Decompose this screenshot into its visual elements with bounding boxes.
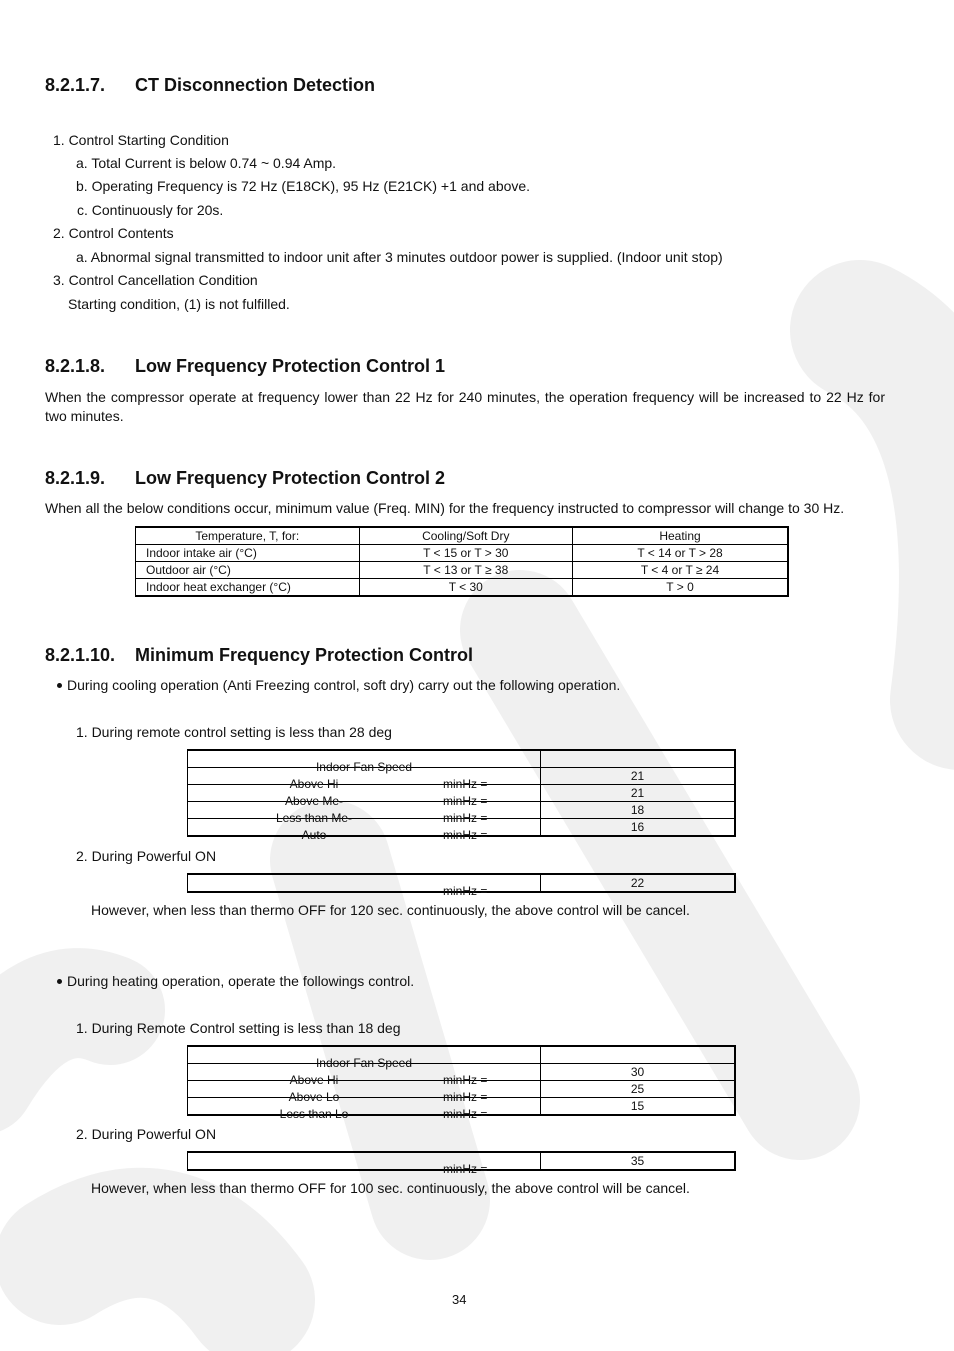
section-heading-ct-disconnection <box>45 75 375 96</box>
list-item: a. Abnormal signal transmitted to indoor unit after 3 minutes outdoor power is supplied. (Indoor unit stop) <box>76 249 723 265</box>
section-number: 8.2.1.7. <box>45 75 106 95</box>
table-cell: Indoor intake air (°C) <box>136 545 360 562</box>
list-item: c. Continuously for 20s. <box>77 202 224 218</box>
section-title: CT Disconnection Detection <box>135 75 376 95</box>
table-cell: T < 13 or T ≥ 38 <box>359 562 573 579</box>
table-row <box>188 819 736 837</box>
minhz-label: minHz = <box>443 1073 488 1087</box>
table-header-cell: Cooling/Soft Dry <box>359 527 573 545</box>
list-text: Starting condition, (1) is not fulfilled. <box>68 296 290 312</box>
minhz-value: 22 <box>541 874 736 892</box>
fan-speed: Less than Me- <box>275 811 353 825</box>
bullet-item <box>57 973 414 989</box>
fan-speed: Above Lo <box>288 1090 340 1104</box>
minhz-value: 35 <box>541 1152 736 1170</box>
table-row <box>136 545 789 562</box>
section-title: Low Frequency Protection Control 1 <box>135 356 446 376</box>
list-item: 1. During Remote Control setting is less than 18 deg <box>76 1020 401 1036</box>
page-number: 34 <box>452 1292 467 1307</box>
table-cell: Indoor heat exchanger (°C) <box>136 579 360 597</box>
list-item: 2. During Powerful ON <box>76 848 217 864</box>
note-text: However, when less than thermo OFF for 120 sec. continuously, the above control will be cancel. <box>91 902 690 918</box>
table-row <box>188 785 736 802</box>
list-item: b. Operating Frequency is 72 Hz (E18CK), 95 Hz (E21CK) +1 and above. <box>76 178 531 194</box>
minhz-value: 21 <box>541 768 736 785</box>
table-header-cell: Temperature, T, for: <box>136 527 360 545</box>
table-row <box>188 874 736 892</box>
section-heading-min-freq <box>45 645 473 666</box>
table-cell <box>188 1152 541 1176</box>
table-header-cell <box>541 1046 736 1064</box>
list-item: 2. During Powerful ON <box>76 1126 217 1142</box>
cooling-powerful-table <box>187 873 736 898</box>
section-number: 8.2.1.10. <box>45 645 116 665</box>
bullet-text: During cooling operation (Anti Freezing control, soft dry) carry out the following operation. <box>67 677 621 693</box>
table-header-row <box>188 750 736 768</box>
section-number: 8.2.1.8. <box>45 356 106 376</box>
table-cell <box>188 768 541 791</box>
table-cell <box>188 819 541 842</box>
cooling-minhz-table <box>187 749 736 842</box>
table-row <box>188 1064 736 1081</box>
minhz-label: minHz = <box>443 1090 488 1104</box>
minhz-value: 30 <box>541 1064 736 1081</box>
table-header-cell <box>541 750 736 768</box>
fan-speed-header: Indoor Fan Speed <box>315 760 413 774</box>
minhz-value: 16 <box>541 819 736 837</box>
table-header-row <box>188 1046 736 1064</box>
minhz-label: minHz = <box>443 794 488 808</box>
bullet-text: During heating operation, operate the followings control. <box>67 973 415 989</box>
bullet-icon <box>57 683 62 688</box>
minhz-label: minHz = <box>443 777 488 791</box>
section-heading-low-freq-2 <box>45 468 445 489</box>
table-cell: T < 15 or T > 30 <box>359 545 573 562</box>
list-item: a. Total Current is below 0.74 ~ 0.94 Amp. <box>76 155 337 171</box>
minhz-label: minHz = <box>443 828 488 842</box>
fan-speed: Above Hi <box>289 777 339 791</box>
table-cell: T < 14 or T > 28 <box>573 545 788 562</box>
minhz-value: 21 <box>541 785 736 802</box>
list-item: 1. During remote control setting is less than 28 deg <box>76 724 392 740</box>
table-header-cell: Heating <box>573 527 788 545</box>
bullet-icon <box>57 979 62 984</box>
fan-speed: Auto <box>301 828 327 842</box>
minhz-value: 25 <box>541 1081 736 1098</box>
section-title: Low Frequency Protection Control 2 <box>135 468 446 488</box>
note-text: However, when less than thermo OFF for 100 sec. continuously, the above control will be cancel. <box>91 1180 690 1196</box>
list-item: 1. Control Starting Condition <box>53 132 229 148</box>
fan-speed: Less than Lo <box>279 1107 349 1121</box>
fan-speed: Above Hi <box>289 1073 339 1087</box>
table-header-cell <box>188 750 541 774</box>
temperature-conditions-table <box>135 526 789 597</box>
table-cell <box>188 802 541 825</box>
table-cell: T > 0 <box>573 579 788 597</box>
section-heading-low-freq-1 <box>45 356 445 377</box>
table-cell: T < 30 <box>359 579 573 597</box>
table-cell <box>188 1064 541 1087</box>
table-cell <box>188 1081 541 1104</box>
table-row <box>188 1098 736 1116</box>
section-paragraph: When the compressor operate at frequency lower than 22 Hz for 240 minutes, the operation frequency will be increased to 22 Hz for two minutes. <box>45 389 885 424</box>
heating-minhz-table <box>187 1045 736 1121</box>
minhz-label: minHz = <box>443 884 488 898</box>
list-item: 2. Control Contents <box>53 225 174 241</box>
table-cell <box>188 874 541 898</box>
minhz-value: 18 <box>541 802 736 819</box>
table-row <box>136 562 789 579</box>
minhz-value: 15 <box>541 1098 736 1116</box>
table-header-cell <box>188 1046 541 1070</box>
table-cell: Outdoor air (°C) <box>136 562 360 579</box>
minhz-label: minHz = <box>443 1162 488 1176</box>
table-cell: T < 4 or T ≥ 24 <box>573 562 788 579</box>
table-row <box>188 802 736 819</box>
fan-speed: Above Me- <box>284 794 344 808</box>
section-number: 8.2.1.9. <box>45 468 106 488</box>
section-title: Minimum Frequency Protection Control <box>135 645 474 665</box>
fan-speed-header: Indoor Fan Speed <box>315 1056 413 1070</box>
table-cell <box>188 785 541 808</box>
minhz-label: minHz = <box>443 811 488 825</box>
table-cell <box>188 1098 541 1121</box>
bullet-item <box>57 677 620 693</box>
table-row <box>188 1152 736 1170</box>
list-item: 3. Control Cancellation Condition <box>53 272 258 288</box>
table-row <box>188 1081 736 1098</box>
section-paragraph: When all the below conditions occur, minimum value (Freq. MIN) for the frequency instructed to compressor will change to 30 Hz. <box>45 500 845 516</box>
minhz-label: minHz = <box>443 1107 488 1121</box>
table-row <box>136 579 789 597</box>
table-header-row <box>136 527 789 545</box>
table-row <box>188 768 736 785</box>
heating-powerful-table <box>187 1151 736 1176</box>
